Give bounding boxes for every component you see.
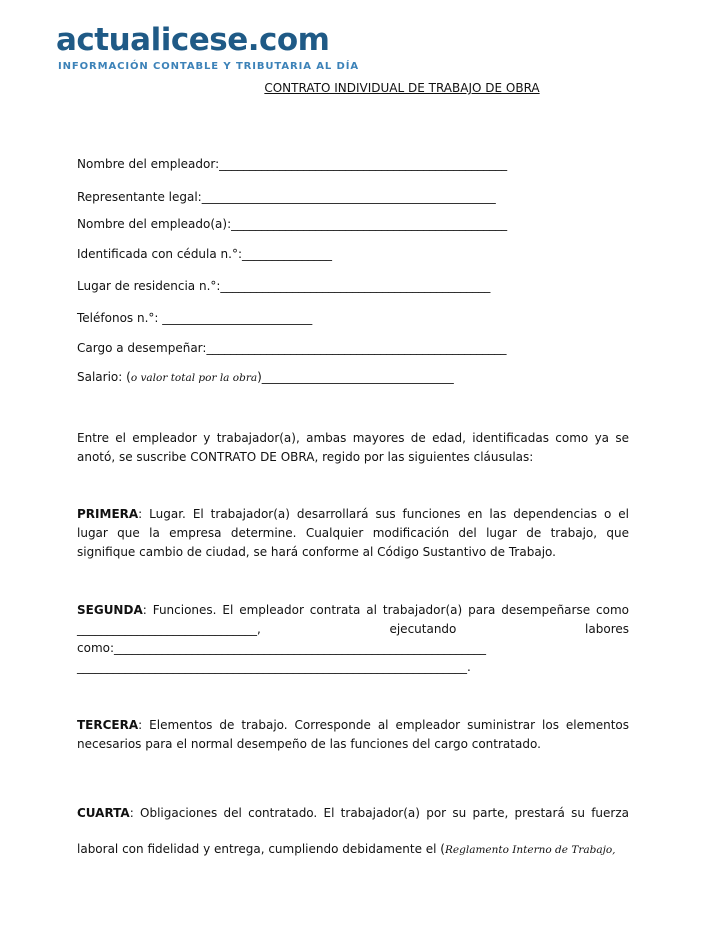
segunda-word-ejecutando: ejecutando: [389, 622, 457, 636]
clause-segunda-line4: _________________________________________________________________.: [77, 660, 471, 674]
salario-label: Salario: (: [77, 370, 131, 384]
clause-segunda-heading: SEGUNDA: [77, 603, 143, 617]
salario-hint: o valor total por la obra: [130, 372, 258, 384]
document-title: CONTRATO INDIVIDUAL DE TRABAJO DE OBRA: [264, 81, 540, 95]
site-logo: [56, 22, 359, 74]
field-cedula: Identificada con cédula n.°:_______________: [77, 247, 333, 261]
field-cargo: Cargo a desempeñar:__________________________________________________: [77, 341, 507, 355]
logo-main-text: actualicese.com: [56, 22, 330, 58]
clause-cuarta: [77, 795, 629, 868]
clause-segunda-line3: como:______________________________________________________________: [77, 641, 487, 655]
clause-segunda: [77, 601, 629, 677]
clause-segunda-line2: [77, 620, 629, 639]
clause-primera-heading: PRIMERA: [77, 507, 139, 521]
field-residencia: Lugar de residencia n.°:_____________________________________________: [77, 279, 491, 293]
logo-tagline: INFORMACIÓN CONTABLE Y TRIBUTARIA AL DÍA: [58, 61, 360, 72]
clause-segunda-text: : Funciones. El empleador contrata al trabajador(a) para desempeñarse como: [142, 603, 629, 617]
clause-cuarta-heading: CUARTA: [77, 806, 130, 820]
clause-cuarta-text: : Obligaciones del contratado. El trabajador(a) por su parte, prestará su fuerza laboral con fidelidad y entrega, cumpliendo debidamente el (: [77, 806, 629, 856]
field-empleado: Nombre del empleado(a):______________________________________________: [77, 217, 508, 231]
segunda-word-labores: labores: [585, 622, 629, 636]
clause-primera-text: : Lugar. El trabajador(a) desarrollará sus funciones en las dependencias o el lugar que la empresa determine. Cualquier modificación del lugar de trabajo, que signifique cambio de ciudad, se hará conforme al Código Sustantivo de Trabajo.: [77, 507, 629, 559]
field-telefonos: Teléfonos n.°: _________________________: [77, 311, 313, 325]
clause-primera: [77, 505, 629, 562]
segunda-blank-1: ______________________________,: [77, 622, 261, 636]
clause-tercera-text: : Elementos de trabajo. Corresponde al empleador suministrar los elementos necesarios para el normal desempeño de las funciones del cargo contratado.: [77, 718, 629, 751]
field-representante: Representante legal:_________________________________________________: [77, 190, 496, 204]
clause-tercera-heading: TERCERA: [77, 718, 139, 732]
field-empleador: Nombre del empleador:________________________________________________: [77, 157, 508, 171]
intro-paragraph: Entre el empleador y trabajador(a), ambas mayores de edad, identificadas como ya se anotó, se suscribe CONTRATO DE OBRA, regido por las siguientes cláusulas:: [77, 431, 629, 464]
clause-segunda-line1: [77, 601, 629, 620]
clause-cuarta-hint: Reglamento Interno de Trabajo,: [445, 844, 616, 856]
clause-tercera: [77, 716, 629, 754]
salario-blank: )________________________________: [257, 370, 454, 384]
field-salario: [77, 369, 454, 386]
